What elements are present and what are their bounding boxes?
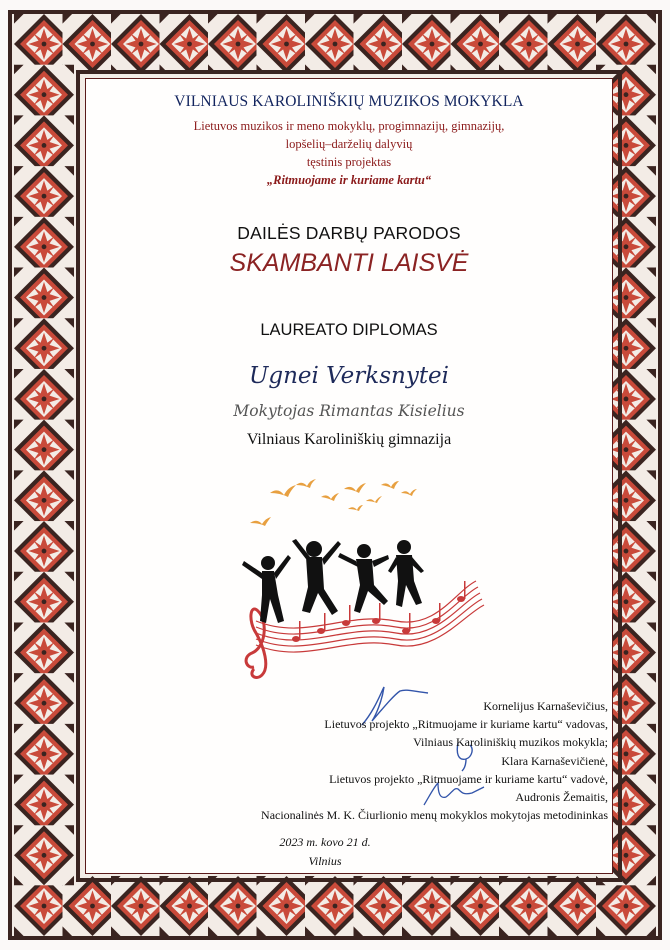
recipient-name: Ugnei Verksnytei xyxy=(248,363,450,389)
signatory-1-name: Kornelijus Karnaševičius, xyxy=(483,699,608,713)
teacher-name: Mokytojas Rimantas Kisielius xyxy=(233,402,465,420)
signatory-2-name: Klara Karnaševičienė, xyxy=(501,753,608,768)
signatory-3-name: Audronis Žemaitis, xyxy=(515,790,608,805)
issue-date: 2023 m. kovo 21 d. xyxy=(279,835,371,849)
school-name: VILNIAUS KAROLINIŠKIŲ MUZIKOS MOKYKLA xyxy=(174,93,524,110)
child-silhouettes xyxy=(242,539,424,623)
project-description-line-2: lopšelių–darželių dalyvių xyxy=(285,137,413,151)
exhibition-name: SKAMBANTI LAISVĖ xyxy=(229,249,469,277)
dancing-children-illustration xyxy=(226,471,486,681)
signatory-1-org: Vilniaus Karoliniškių muzikos mokykla; xyxy=(413,735,608,750)
issue-place: Vilnius xyxy=(308,854,342,868)
project-description-line-3: tęstinis projektas xyxy=(306,155,392,169)
birds-group xyxy=(250,479,417,526)
recipient-school: Vilniaus Karoliniškių gimnazija xyxy=(246,431,452,448)
diploma-content-panel xyxy=(85,78,613,874)
signatory-1-role: Lietuvos projekto „Ritmuojame ir kuriame kartu“ vadovas, xyxy=(324,717,608,732)
signatures-block xyxy=(261,697,608,824)
diploma-title: LAUREATO DIPLOMAS xyxy=(260,321,438,339)
exhibition-heading: DAILĖS DARBŲ PARODOS xyxy=(237,223,461,243)
project-title: „Ritmuojame ir kuriame kartu“ xyxy=(266,173,432,187)
signatory-3-role: Nacionalinės M. K. Čiurlionio menų mokyklos mokytojas metodininkas xyxy=(261,808,608,823)
project-description-line-1: Lietuvos muzikos ir meno mokyklų, progimnazijų, gimnazijų, xyxy=(193,119,505,133)
signatory-2-role: Lietuvos projekto „Ritmuojame ir kuriame kartu“ vadovė, xyxy=(329,771,608,786)
